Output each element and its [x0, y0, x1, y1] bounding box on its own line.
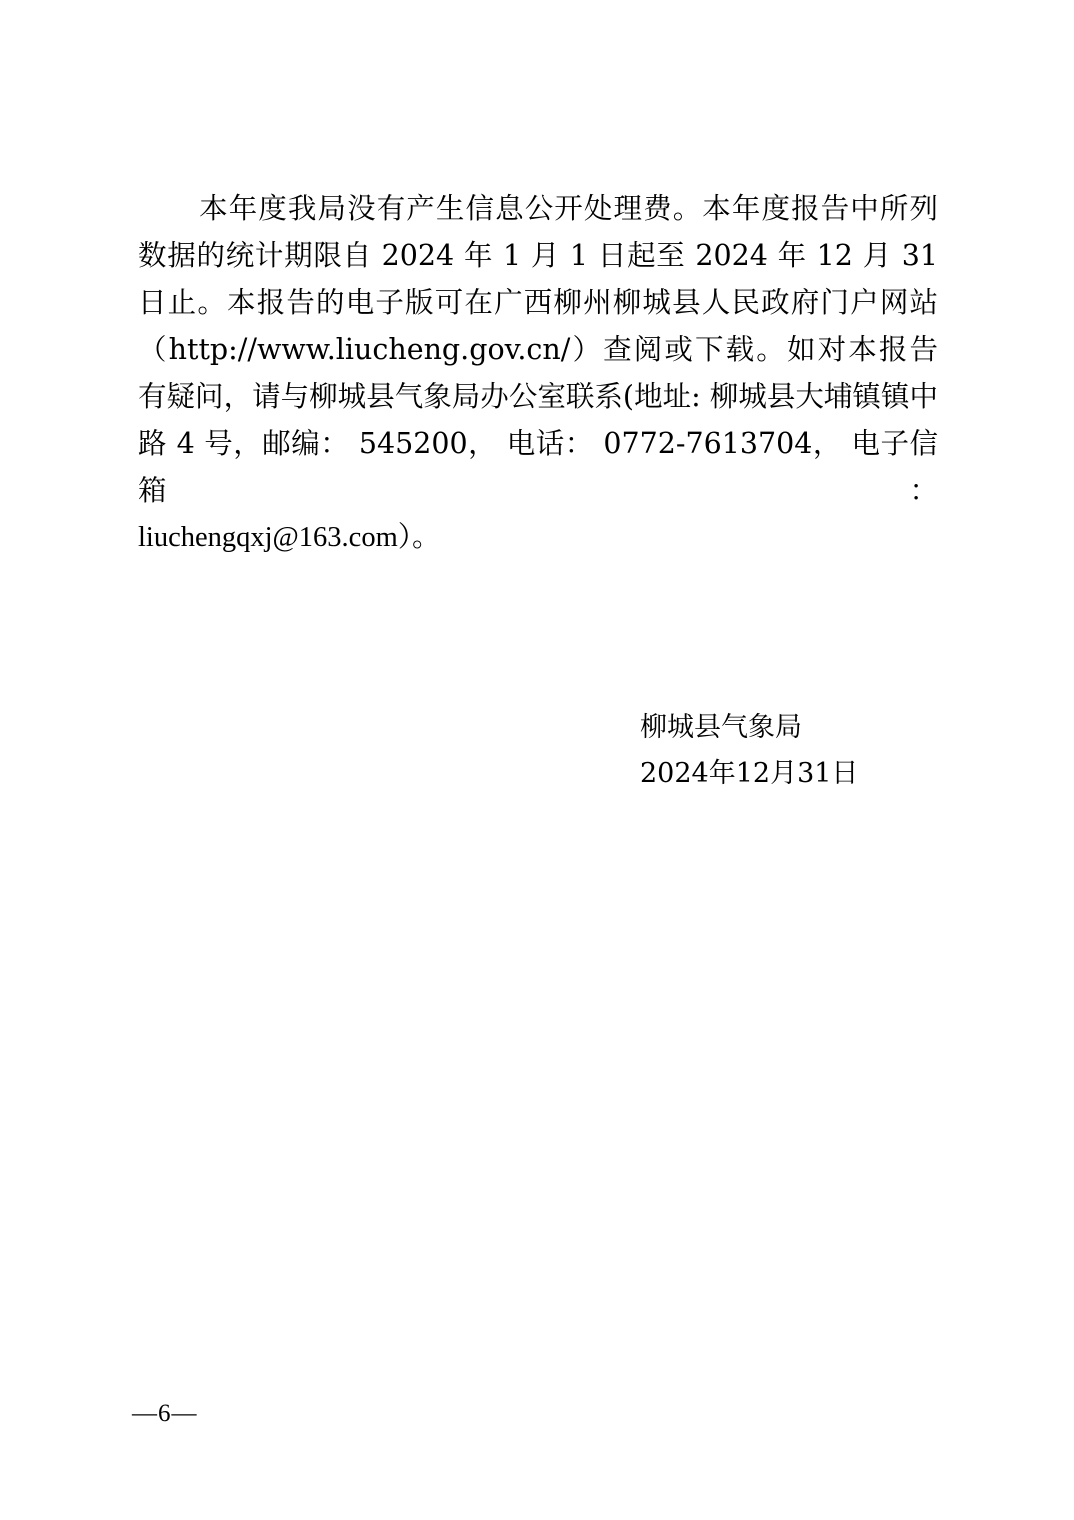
page-number: —6—	[132, 1400, 198, 1427]
paragraph-tail: liuchengqxj@163.com）。	[138, 522, 441, 553]
paragraph-main-text: 本年度我局没有产生信息公开处理费。本年度报告中所列数据的统计期限自 2024 年 1 月 1 日起至 2024 年 12 月 31 日止。本报告的电子版可在广西柳州柳城县人民政府门户网站（http://www.liucheng.gov.cn/）查阅或下载。如对本报告有疑问，请与柳城县气象局办公室联系(地址: 柳城县大埔镇镇中路 4 号，邮编： 545200， 电话： 0772-7613704， 电子信箱：	[138, 192, 938, 507]
paragraph-main	[138, 185, 938, 514]
signature-block	[640, 705, 940, 797]
signature-date: 2024年12月31日	[640, 758, 859, 789]
signature-organization: 柳城县气象局	[640, 712, 802, 743]
body-text-block	[138, 185, 938, 561]
